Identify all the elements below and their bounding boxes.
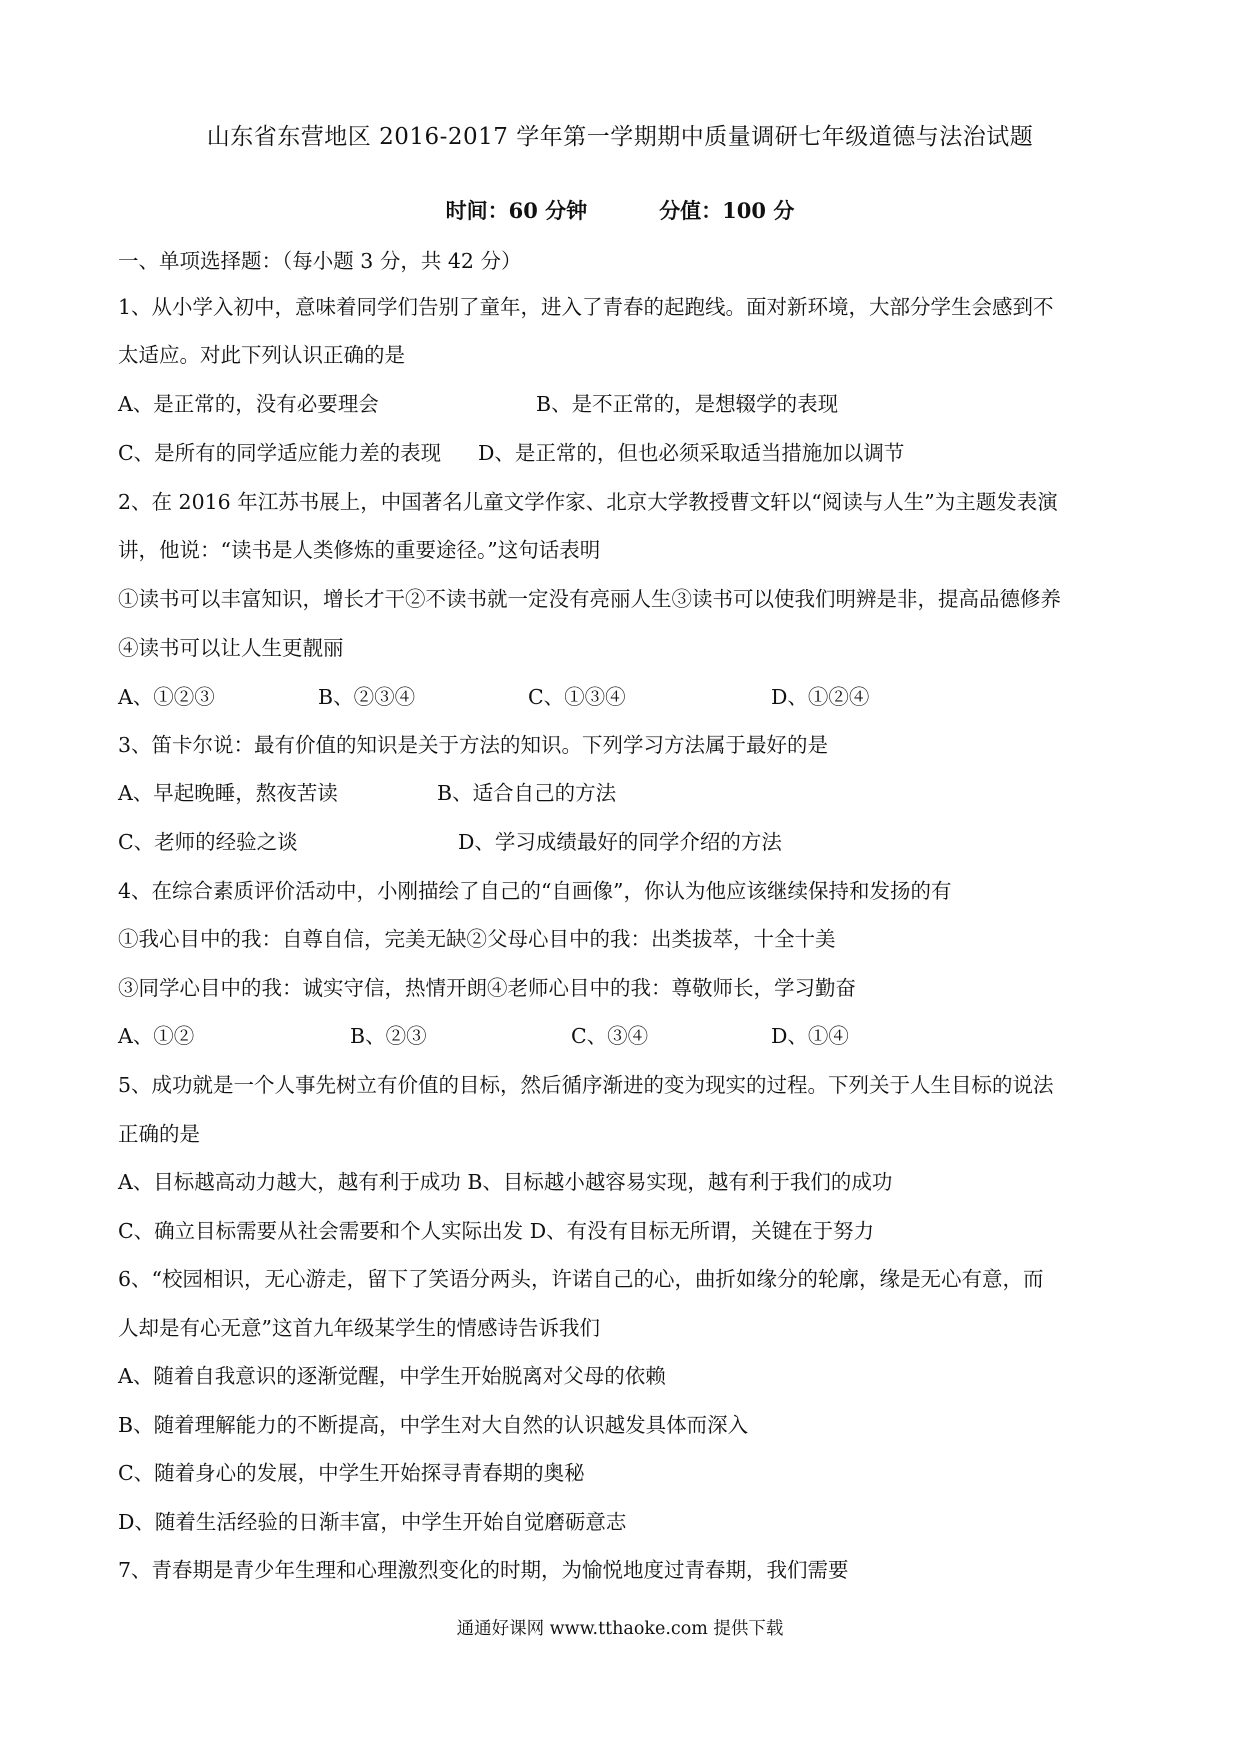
section-heading: 一、单项选择题：（每小题 3 分，共 42 分） — [118, 249, 522, 273]
question-5-options-ab: A、目标越高动力越大，越有利于成功 B、目标越小越容易实现，越有利于我们的成功 — [118, 1170, 893, 1194]
question-2-stem: 2、在 2016 年江苏书展上，中国著名儿童文学作家、北京大学教授曹文轩以“阅读与人生”为主题发表演 — [118, 490, 1058, 514]
exam-time: 时间：60 分钟 — [445, 198, 588, 223]
question-1-stem: 1、从小学入初中，意味着同学们告别了童年，进入了青春的起跑线。面对新环境，大部分学生会感到不 — [118, 295, 1054, 319]
question-4-statements-1: ①我心目中的我：自尊自信，完美无缺②父母心目中的我：出类拔萃，十全十美 — [118, 927, 836, 951]
question-2-statements-1: ①读书可以丰富知识，增长才干②不读书就一定没有亮丽人生③读书可以使我们明辨是非，提高品德修养 — [118, 587, 1061, 611]
question-2-option-a: A、①②③ — [118, 685, 215, 709]
question-4-stem: 4、在综合素质评价活动中，小刚描绘了自己的“自画像”，你认为他应该继续保持和发扬的有 — [118, 879, 952, 903]
question-6-option-a: A、随着自我意识的逐渐觉醒，中学生开始脱离对父母的依赖 — [118, 1364, 666, 1388]
question-1-stem-cont: 太适应。对此下列认识正确的是 — [118, 343, 405, 367]
question-2-option-b: B、②③④ — [318, 685, 416, 709]
question-4-option-b: B、②③ — [350, 1024, 427, 1048]
question-3-option-b: B、适合自己的方法 — [437, 781, 617, 805]
question-4-statements-2: ③同学心目中的我：诚实守信，热情开朗④老师心目中的我：尊敬师长，学习勤奋 — [118, 976, 856, 1000]
question-4-option-c: C、③④ — [571, 1024, 649, 1048]
question-3-option-d: D、学习成绩最好的同学介绍的方法 — [458, 830, 782, 854]
question-1-option-a: A、是正常的，没有必要理会 — [118, 392, 379, 416]
question-3-option-c: C、老师的经验之谈 — [118, 830, 298, 854]
question-5-stem-cont: 正确的是 — [118, 1122, 200, 1146]
question-3-stem: 3、笛卡尔说：最有价值的知识是关于方法的知识。下列学习方法属于最好的是 — [118, 733, 829, 757]
question-3-option-a: A、早起晚睡，熬夜苦读 — [118, 781, 338, 805]
question-6-stem: 6、“校园相识，无心游走，留下了笑语分两头，许诺自己的心，曲折如缘分的轮廓，缘是无心有意，而 — [118, 1267, 1044, 1291]
exam-title: 山东省东营地区 2016-2017 学年第一学期期中质量调研七年级道德与法治试题 — [206, 124, 1034, 150]
exam-score: 分值：100 分 — [659, 198, 795, 223]
question-6-option-c: C、随着身心的发展，中学生开始探寻青春期的奥秘 — [118, 1461, 585, 1485]
question-1-option-c: C、是所有的同学适应能力差的表现 — [118, 441, 442, 465]
question-2-statements-2: ④读书可以让人生更靓丽 — [118, 636, 344, 660]
question-7-stem: 7、青春期是青少年生理和心理激烈变化的时期，为愉悦地度过青春期，我们需要 — [118, 1558, 849, 1582]
question-1-option-b: B、是不正常的，是想辍学的表现 — [536, 392, 839, 416]
exam-meta — [0, 195, 1240, 225]
question-5-stem: 5、成功就是一个人事先树立有价值的目标，然后循序渐进的变为现实的过程。下列关于人生目标的说法 — [118, 1073, 1054, 1097]
question-4-option-d: D、①④ — [771, 1024, 849, 1048]
question-6-stem-cont: 人却是有心无意”这首九年级某学生的情感诗告诉我们 — [118, 1316, 600, 1340]
question-6-option-b: B、随着理解能力的不断提高，中学生对大自然的认识越发具体而深入 — [118, 1413, 749, 1437]
question-2-option-c: C、①③④ — [528, 685, 626, 709]
question-2-stem-cont: 讲，他说：“读书是人类修炼的重要途径。”这句话表明 — [118, 538, 601, 562]
page-footer: 通通好课网 www.tthaoke.com 提供下载 — [456, 1619, 784, 1639]
question-2-option-d: D、①②④ — [771, 685, 870, 709]
question-5-options-cd: C、确立目标需要从社会需要和个人实际出发 D、有没有目标无所谓，关键在于努力 — [118, 1219, 875, 1243]
question-1-option-d: D、是正常的，但也必须采取适当措施加以调节 — [478, 441, 905, 465]
question-4-option-a: A、①② — [118, 1024, 195, 1048]
question-6-option-d: D、随着生活经验的日渐丰富，中学生开始自觉磨砺意志 — [118, 1510, 627, 1534]
